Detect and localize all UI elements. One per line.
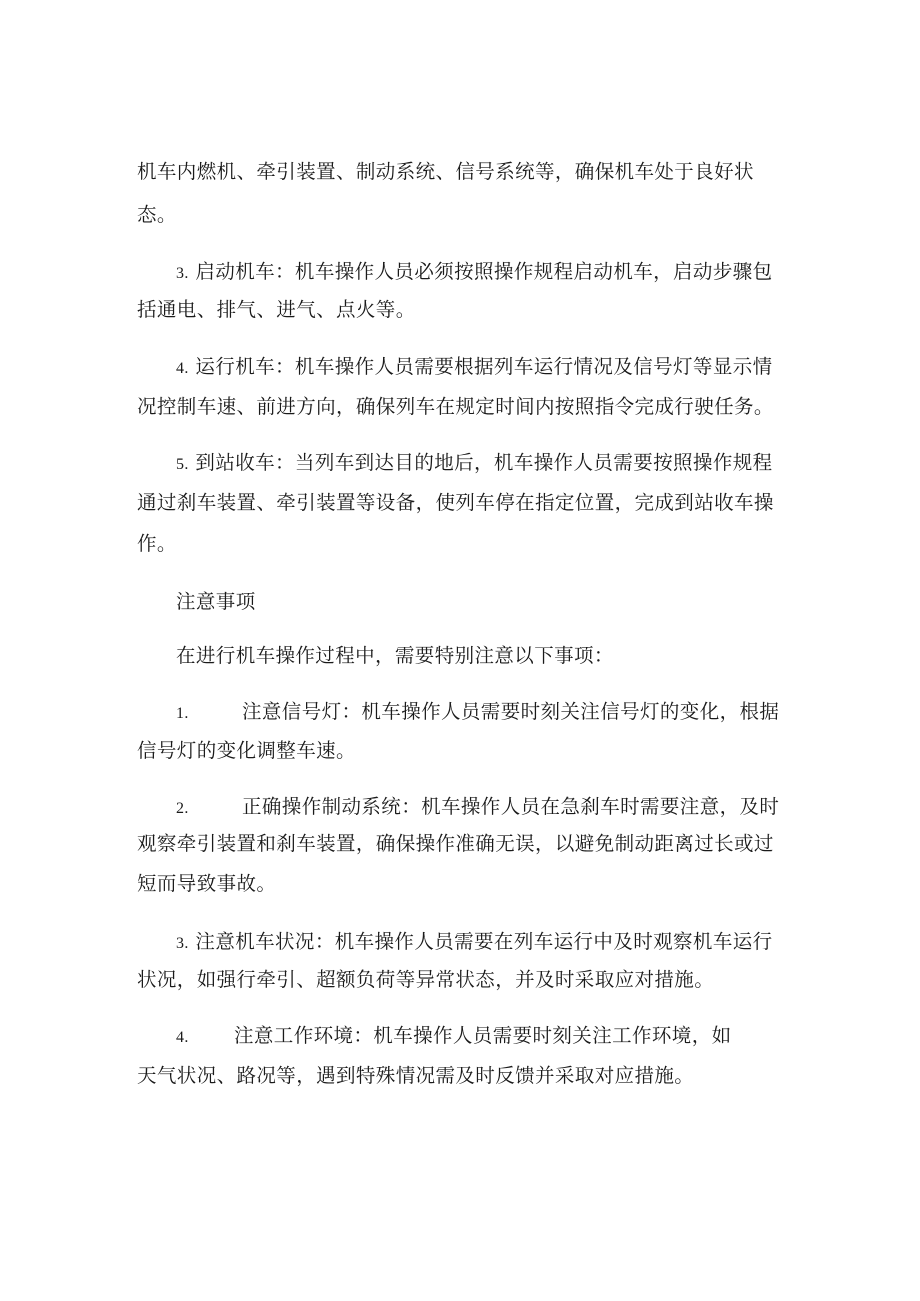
step-3-line-2: 括通电、排气、进气、点火等。	[137, 298, 416, 321]
step-5-line-2: 通过刹车装置、牵引装置等设备，使列车停在指定位置，完成到站收车操	[137, 491, 774, 514]
note-1-line-1	[176, 700, 779, 726]
note-number: 2.	[176, 800, 189, 817]
paragraph-line: 机车内燃机、牵引装置、制动系统、信号系统等，确保机车处于良好状	[137, 160, 754, 183]
step-4-line-2: 况控制车速、前进方向，确保列车在规定时间内按照指令完成行驶任务。	[137, 395, 774, 418]
note-1-line-2: 信号灯的变化调整车速。	[137, 739, 356, 762]
step-number: 4.	[176, 360, 189, 377]
step-4-line-1	[176, 355, 773, 381]
note-3-line-1	[176, 930, 773, 956]
paragraph-line: 态。	[137, 203, 177, 226]
note-2-line-2: 观察牵引装置和刹车装置，确保操作准确无误，以避免制动距离过长或过	[137, 832, 774, 855]
note-number: 3.	[176, 935, 189, 952]
note-2-line-1	[176, 795, 779, 821]
step-text: 到站收车：当列车到达目的地后，机车操作人员需要按照操作规程	[195, 451, 773, 474]
note-2-line-3: 短而导致事故。	[137, 872, 277, 895]
section-heading: 注意事项	[176, 590, 256, 613]
step-text: 启动机车：机车操作人员必须按照操作规程启动机车，启动步骤包	[195, 260, 773, 283]
step-text: 运行机车：机车操作人员需要根据列车运行情况及信号灯等显示情	[195, 355, 773, 378]
intro-paragraph: 在进行机车操作过程中，需要特别注意以下事项：	[176, 644, 614, 667]
step-5-line-1	[176, 451, 773, 477]
note-text: 注意工作环境：机车操作人员需要时刻关注工作环境，如	[234, 1024, 732, 1047]
note-number: 4.	[176, 1029, 189, 1046]
step-5-line-3: 作。	[137, 532, 177, 555]
step-3-line-1	[176, 260, 773, 286]
note-number: 1.	[176, 705, 189, 722]
note-text: 注意信号灯：机车操作人员需要时刻关注信号灯的变化，根据	[242, 700, 780, 723]
step-number: 3.	[176, 265, 189, 282]
note-3-line-2: 状况，如强行牵引、超额负荷等异常状态，并及时采取应对措施。	[137, 968, 715, 991]
note-text: 注意机车状况：机车操作人员需要在列车运行中及时观察机车运行	[195, 930, 773, 953]
note-text: 正确操作制动系统：机车操作人员在急刹车时需要注意，及时	[242, 795, 780, 818]
step-number: 5.	[176, 456, 189, 473]
note-4-line-1	[176, 1024, 732, 1050]
note-4-line-2: 天气状况、路况等，遇到特殊情况需及时反馈并采取对应措施。	[137, 1064, 695, 1087]
